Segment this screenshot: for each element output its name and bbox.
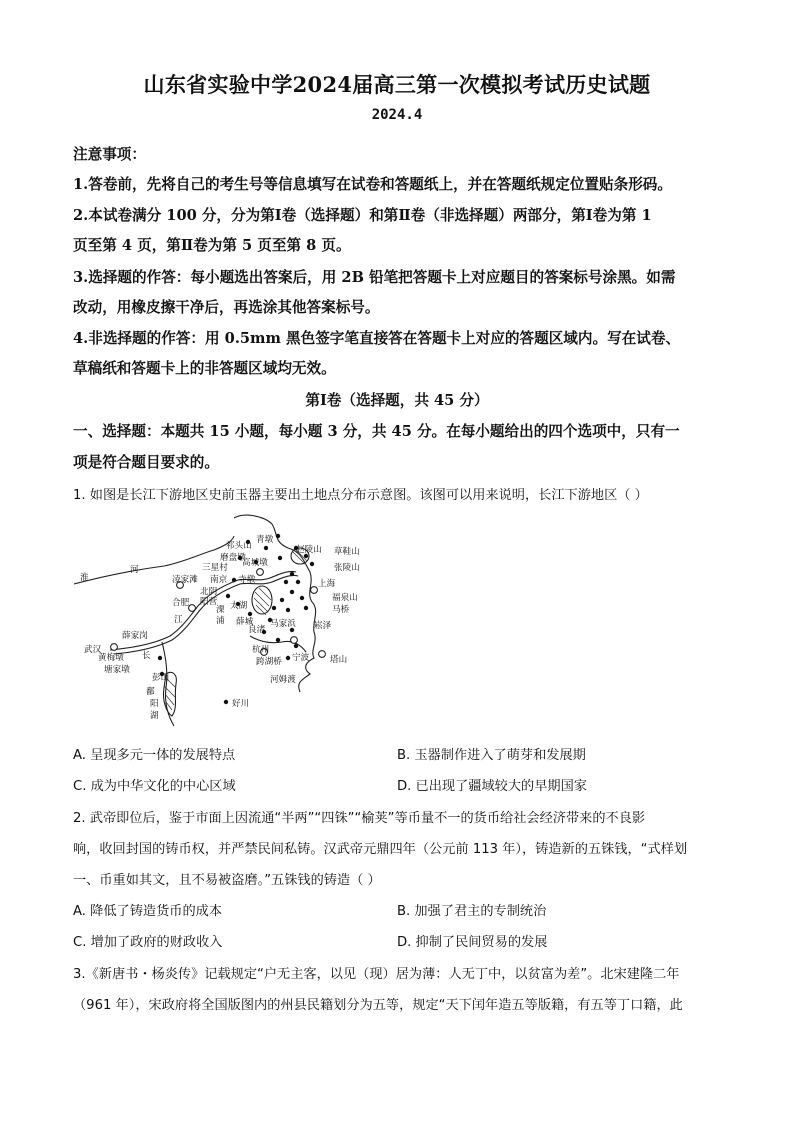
label-chang: 长 xyxy=(142,651,151,661)
q1-option-d[interactable]: D. 已出现了疆域较大的早期国家 xyxy=(397,779,587,794)
label-yangying: 阳营 xyxy=(200,597,218,607)
q2-stem-3: 一、币重如其文，且不易被盗磨。”五铢钱的铸造（ ） xyxy=(73,873,381,888)
notice-line-4: 3.选择题的作答：每小题选出答案后，用 2B 铅笔把答题卡上对应题目的答案标号涂黑。如需 xyxy=(73,269,676,286)
label-beiyin: 北阴 xyxy=(200,587,218,597)
label-gaochengdun: 高城墩 xyxy=(242,558,268,568)
label-he: 河 xyxy=(130,565,139,575)
notice-line-6: 4.非选择题的作答：用 0.5mm 黑色签字笔直接答在答题卡上对应的答题区域内。写在试卷、 xyxy=(73,330,681,347)
label-kuahuqiao: 跨湖桥 xyxy=(256,657,282,667)
section-intro-1: 一、选择题：本题共 15 小题，每小题 3 分，共 45 分。在每小题给出的四个选项中，只有一 xyxy=(73,423,680,440)
label-ningbo: 宁波 xyxy=(292,653,310,663)
label-tashan: 塔山 xyxy=(330,655,348,665)
q2-option-c[interactable]: C. 增加了政府的财政收入 xyxy=(73,935,223,950)
label-xuecheng: 薛城 xyxy=(236,617,254,627)
label-tangjiadun: 塘家墩 xyxy=(104,665,130,675)
q2-stem-1: 2. 武帝即位后，鉴于市面上因流通“半两”“四铢”“榆荚”等币量不一的货币给社会经济带来的不良影 xyxy=(73,811,646,826)
section-title: 第Ⅰ卷（选择题，共 45 分） xyxy=(305,392,489,409)
q3-stem-1: 3.《新唐书・杨炎传》记载规定“户无主客，以见（现）居为薄：人无丁中，以贫富为差”。北宋建隆二年 xyxy=(73,967,680,982)
label-hefei: 合肥 xyxy=(172,598,190,608)
label-pu: 浦 xyxy=(216,616,225,626)
q3-stem-2: （961 年），宋政府将全国版图内的州县民籍划分为五等，规定“天下闰年造五等版籍，有五等丁口籍，此 xyxy=(73,998,683,1013)
notice-line-3: 页至第 4 页，第Ⅱ卷为第 5 页至第 8 页。 xyxy=(73,237,351,254)
label-jiang: 江 xyxy=(174,615,183,625)
exam-date: 2024.4 xyxy=(371,107,423,123)
label-hemudu: 河姆渡 xyxy=(270,675,296,685)
q1-option-b[interactable]: B. 玉器制作进入了萌芽和发展期 xyxy=(397,748,586,763)
label-majiabang: 马家浜 xyxy=(270,619,296,629)
notice-line-7: 草稿纸和答题卡上的非答题区域均无效。 xyxy=(73,360,336,377)
q2-stem-2: 响，收回封国的铸币权，并严禁民间私铸。汉武帝元鼎四年（公元前 113 年），铸造新的五铢钱，“式样划 xyxy=(73,842,688,857)
q2-option-d[interactable]: D. 抑制了民间贸易的发展 xyxy=(397,935,548,950)
notice-line-1: 1.答卷前，先将自己的考生号等信息填写在试卷和答题纸上，并在答题纸规定位置贴条形码。 xyxy=(73,176,672,193)
q2-option-b[interactable]: B. 加强了君主的专制统治 xyxy=(397,904,547,919)
label-hu: 湖 xyxy=(150,711,159,721)
label-shanghai: 上海 xyxy=(318,579,336,589)
label-lingjiatan: 凌家滩 xyxy=(172,575,198,585)
label-huai: 淮 xyxy=(80,573,89,583)
yangtze-jade-map xyxy=(74,512,382,730)
label-huangmeisui: 黄梅墩 xyxy=(98,653,124,663)
label-po: 鄱 xyxy=(146,687,155,697)
section-intro-2: 项是符合题目要求的。 xyxy=(73,454,219,471)
label-hangzhou: 杭州 xyxy=(252,645,270,655)
q1-option-a[interactable]: A. 呈现多元一体的发展特点 xyxy=(73,748,236,763)
label-zhanglingshan: 张陵山 xyxy=(334,563,360,573)
label-xuejiagang: 薛家岗 xyxy=(122,631,148,641)
label-haochuan: 好川 xyxy=(232,699,250,709)
notice-heading: 注意事项： xyxy=(73,146,146,163)
label-wuhan: 武汉 xyxy=(84,645,102,655)
label-caoxieshan: 草鞋山 xyxy=(334,547,360,557)
label-qingdun: 青墩 xyxy=(256,535,274,545)
label-mopandun: 磨盘墩 xyxy=(220,553,246,563)
label-nanjing: 南京 xyxy=(210,575,228,585)
q2-option-a[interactable]: A. 降低了铸造货币的成本 xyxy=(73,904,223,919)
label-sisi: 寺墩 xyxy=(238,575,256,585)
label-taihu: 太湖 xyxy=(230,601,248,611)
notice-line-5: 改动，用橡皮擦干净后，再选涂其他答案标号。 xyxy=(73,299,380,316)
label-zhaolingshan: 赵陵山 xyxy=(296,545,322,555)
label-yang: 阳 xyxy=(150,699,159,709)
label-songze: 崧泽 xyxy=(314,621,332,631)
notice-line-2: 2.本试卷满分 100 分，分为第Ⅰ卷（选择题）和第Ⅱ卷（非选择题）两部分，第Ⅰ卷为第 1 xyxy=(73,207,652,224)
label-xiaoxi: 溧 xyxy=(216,605,225,615)
q1-stem: 1. 如图是长江下游地区史前玉器主要出土地点分布示意图。该图可以用来说明，长江下游地区（ ） xyxy=(73,488,648,503)
label-poshan: 彭山 xyxy=(152,673,170,683)
label-qidun: 祁头山 xyxy=(226,541,252,551)
exam-title: 山东省实验中学2024届高三第一次模拟考试历史试题 xyxy=(143,72,651,97)
label-liangzhu: 良渚 xyxy=(248,625,266,635)
label-maqiao: 马桥 xyxy=(332,605,350,615)
q1-option-c[interactable]: C. 成为中华文化的中心区域 xyxy=(73,779,236,794)
label-sanxingcun: 三星村 xyxy=(202,563,228,573)
label-fuquanshan: 福泉山 xyxy=(332,593,358,603)
